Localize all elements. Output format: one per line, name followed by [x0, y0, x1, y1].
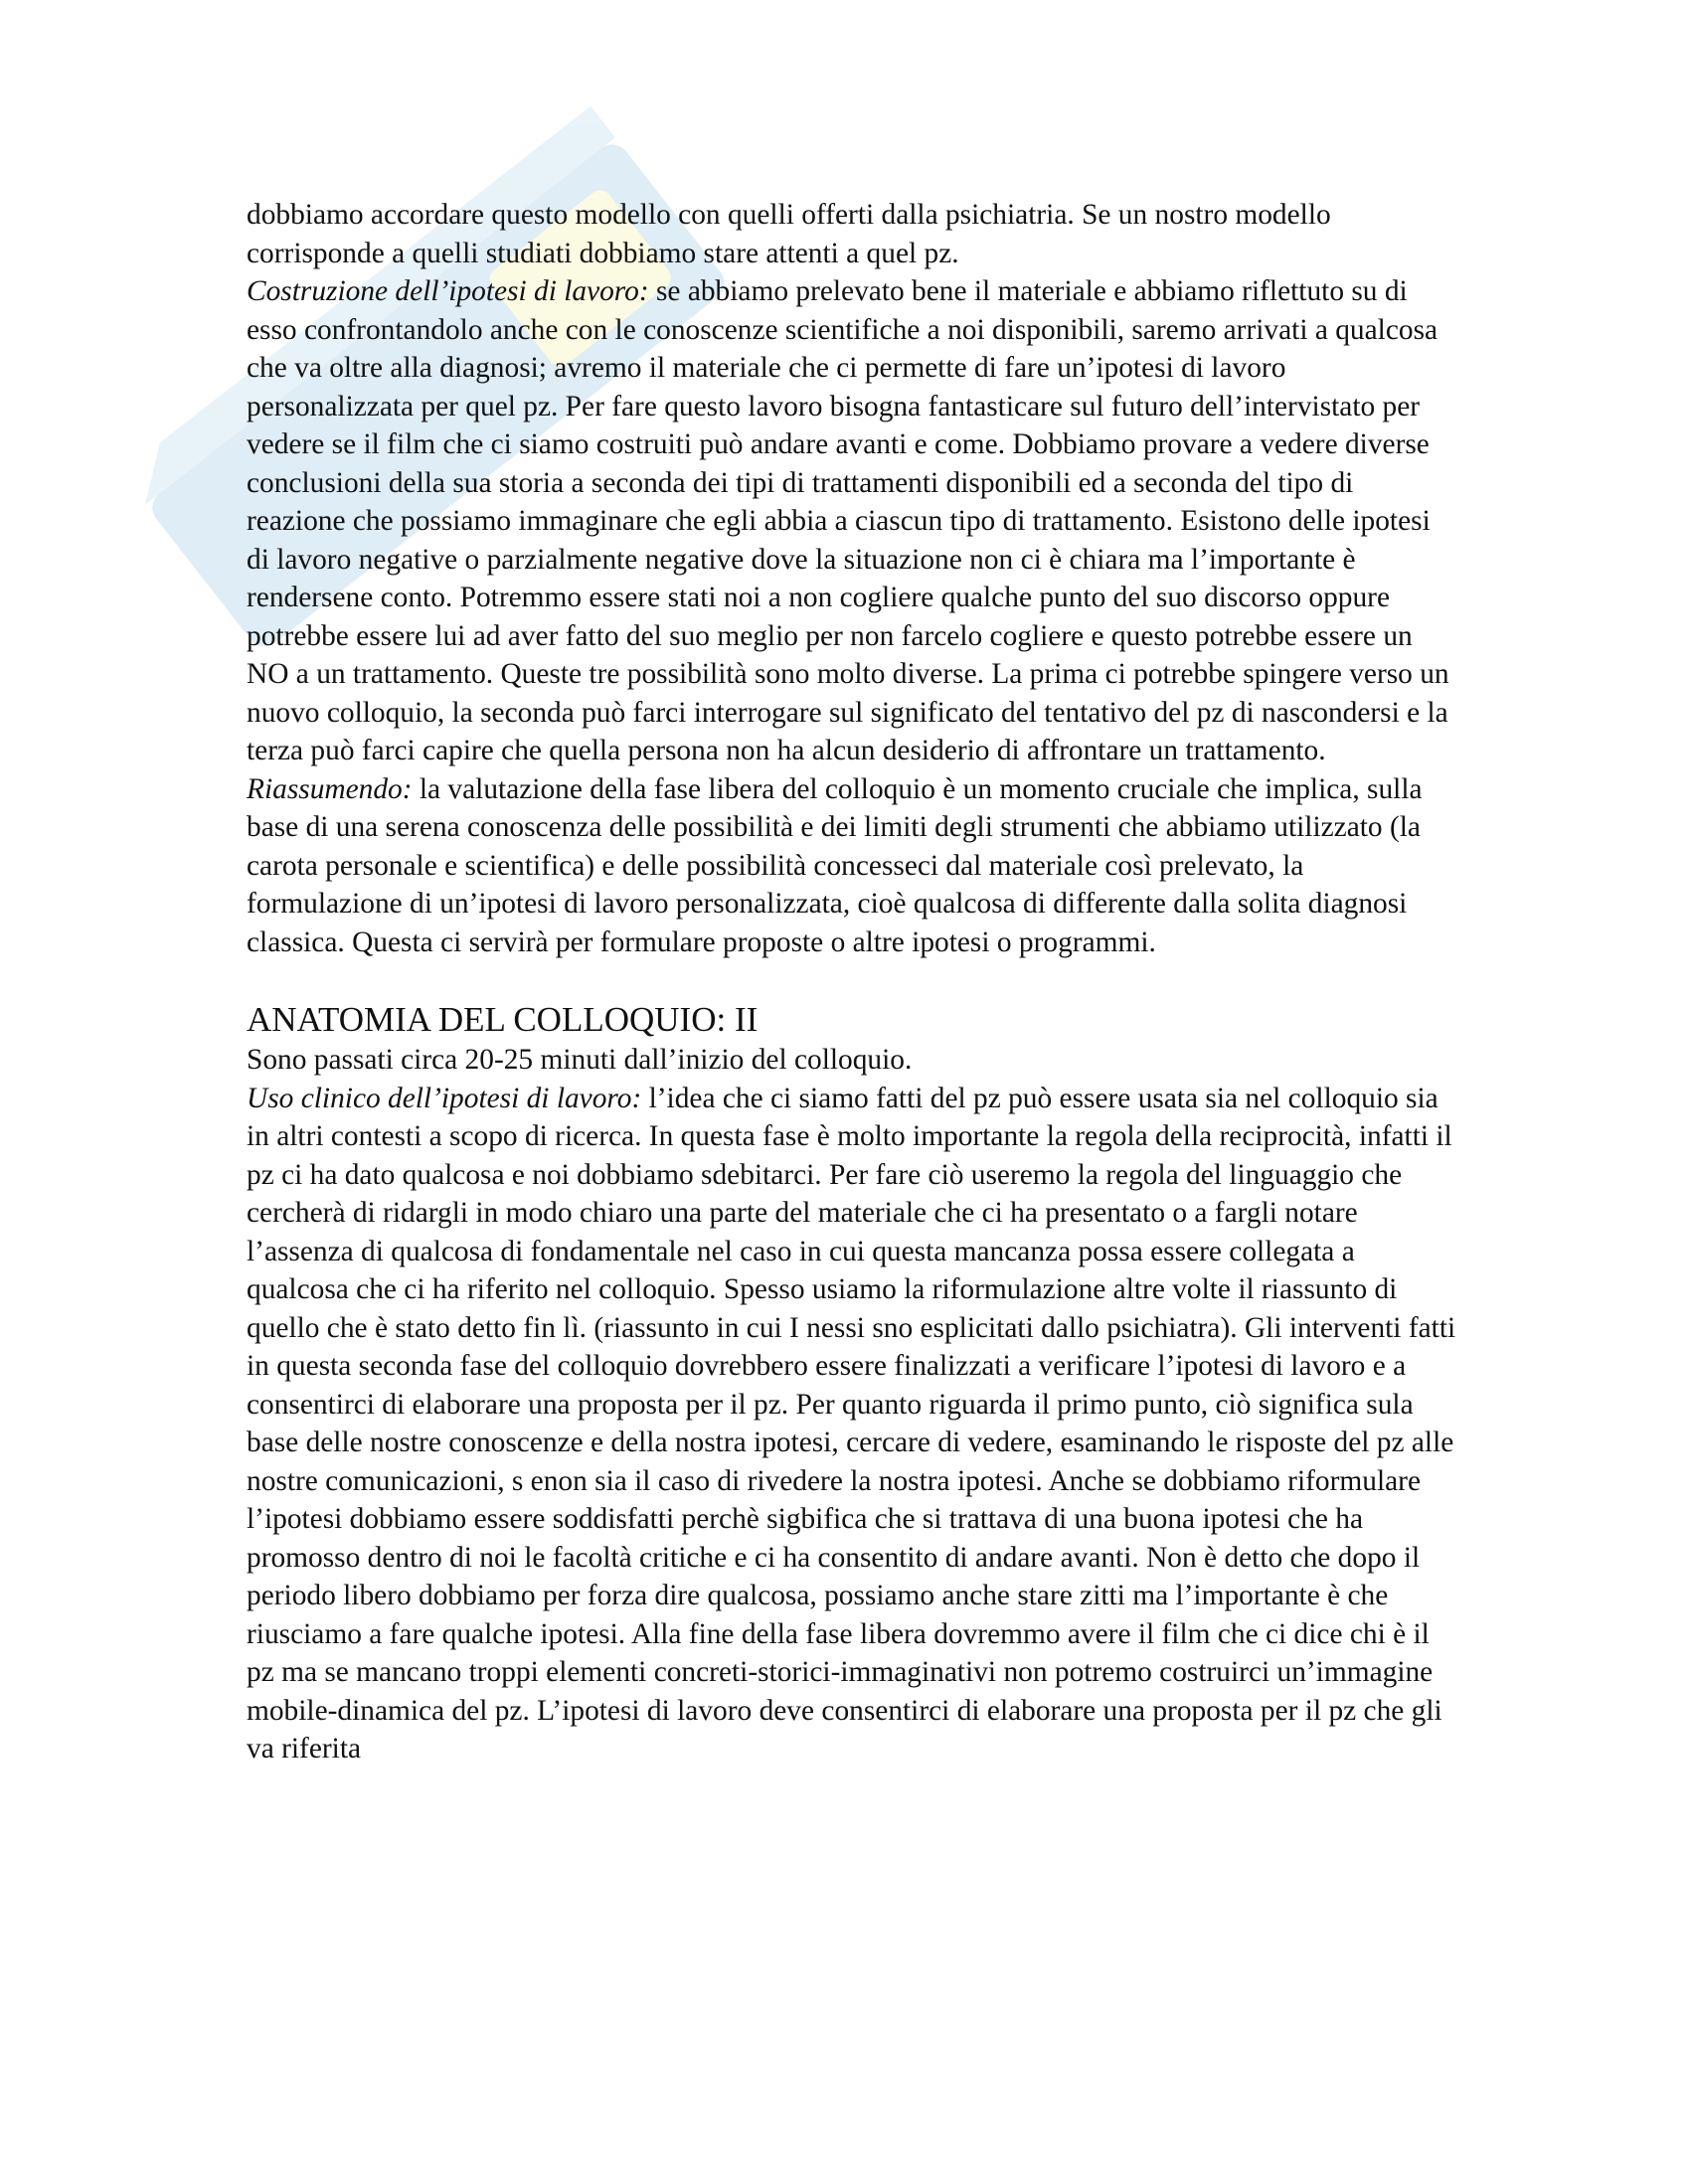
paragraph-intro: dobbiamo accordare questo modello con quelli offerti dalla psichiatria. Se un nostro modello corrisponde a quelli studiati dobbiamo stare attenti a quel pz. — [247, 199, 1331, 269]
document-body — [247, 196, 1459, 1768]
italic-heading-riassumendo: Riassumendo: — [247, 772, 413, 805]
paragraph-ipotesi-body-1: se abbiamo prelevato bene il materiale e abbiamo riflettuto su di esso confrontandolo anche con le conoscenze scientifiche a noi disponibili, saremo arrivati a qualcosa che va oltre alla diagnosi; avremo il materiale che ci permette di fare un’ipotesi di lavoro personalizzata per quel pz. Per fare questo lavoro bisogna fantasticare sul futuro dell’intervistato per vedere se il film che ci siamo costruiti può andare avanti e come. Dobbiamo provare a vedere diverse conclusioni della sua storia a seconda dei tipi di trattamenti disponibili ed a seconda del tipo di reazione che possiamo immaginare che egli abbia a ciascun tipo di trattamento. Esistono delle ipotesi di lavoro negative o parzialmente negative dove la situazione non ci è chiara ma l’importante è rendersene conto. Potremmo essere stati noi a non cogliere qualche punto del suo discorso oppure potrebbe essere lui ad aver fatto del suo meglio per non farcelo cogliere e questo potrebbe essere un NO a un trattamento. Queste tre possibilità sono molto diverse. La prima ci potrebbe spingere verso un nuovo colloquio, la seconda può farci interrogare sul significato del tentativo del pz di nascondersi e la terza può farci capire che quella persona non ha alcun desiderio di affrontare un trattamento. — [247, 275, 1449, 766]
paragraph-uso-clinico-body: l’idea che ci siamo fatti del pz può essere usata sia nel colloquio sia in altri contesti a scopo di ricerca. In questa fase è molto importante la regola della reciprocità, infatti il pz ci ha dato qualcosa e noi dobbiamo sdebitarci. Per fare ciò useremo la regola del linguaggio che cercherà di ridargli in modo chiaro una parte del materiale che ci ha presentato o a fargli notare l’assenza di qualcosa di fondamentale nel caso in cui questa mancanza possa essere collegata a qualcosa che ci ha riferito nel colloquio. Spesso usiamo la riformulazione altre volte il riassunto di quello che è stato detto fin lì. (riassunto in cui I nessi sno esplicitati dallo psichiatra). Gli interventi fatti in questa seconda fase del colloquio dovrebbero essere finalizzati a verificare l’ipotesi di lavoro e a consentirci di elaborare una proposta per il pz. Per quanto riguarda il primo punto, ciò significa sula base delle nostre conoscenze e della nostra ipotesi, cercare di vedere, esaminando le risposte del pz alle nostre comunicazioni, s enon sia il caso di rivedere la nostra ipotesi. Anche se dobbiamo riformulare l’ipotesi dobbiamo essere soddisfatti perchè sigbifica che si trattava di una buona ipotesi che ha promosso dentro di noi le facoltà critiche e ci ha consentito di andare avanti. Non è detto che dopo il periodo libero dobbiamo per forza dire qualcosa, possiamo anche stare zitti ma l’importante è che riusciamo a fare qualche ipotesi. Alla fine della fase libera dovremmo avere il film che ci dice chi è il pz ma se mancano troppi elementi concreti-storici-immaginativi non potremo costruirci un’immagine mobile-dinamica del pz. L’ipotesi di lavoro deve consentirci di elaborare una proposta per il pz che gli va riferita — [247, 1082, 1456, 1764]
paragraph-uso-clinico — [247, 1080, 1459, 1768]
paragraph-ipotesi-lavoro — [247, 272, 1459, 961]
section-title: ANATOMIA DEL COLLOQUIO: II — [247, 1000, 759, 1039]
paragraph-ipotesi-body-2: la valutazione della fase libera del colloquio è un momento cruciale che implica, sulla base di una serena conoscenza delle possibilità e dei limiti degli strumenti che abbiamo utilizzato (la carota personale e scientifica) e delle possibilità concesseci dal materiale così prelevato, la formulazione di un’ipotesi di lavoro personalizzata, cioè qualcosa di differente dalla solita diagnosi classica. Questa ci servirà per formulare proposte o altre ipotesi o programmi. — [247, 772, 1423, 958]
italic-heading-costruzione: Costruzione dell’ipotesi di lavoro: — [247, 275, 649, 307]
italic-heading-uso-clinico: Uso clinico dell’ipotesi di lavoro: — [247, 1082, 642, 1114]
section-subtitle: Sono passati circa 20-25 minuti dall’inizio del colloquio. — [247, 1044, 913, 1076]
